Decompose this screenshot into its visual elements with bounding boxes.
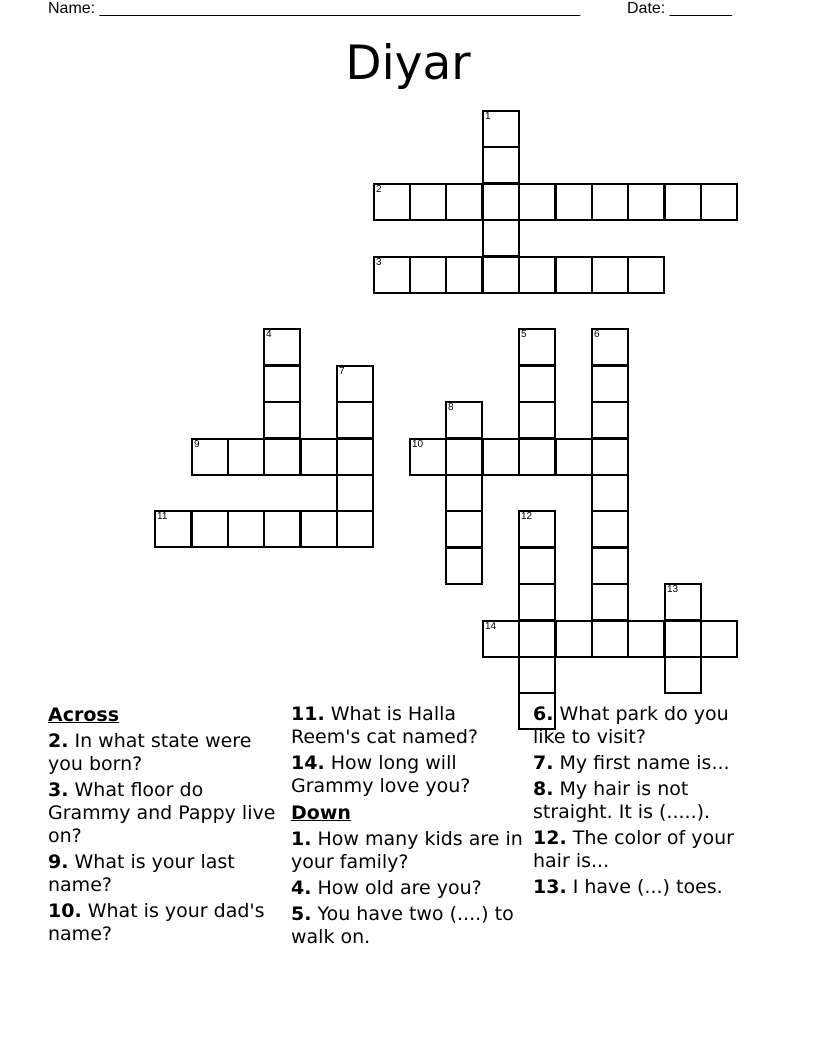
grid-cell[interactable] bbox=[518, 547, 556, 585]
clue-text: My first name is... bbox=[559, 752, 730, 774]
clue-number: 14. bbox=[291, 752, 325, 774]
clue-across-3 bbox=[48, 779, 280, 848]
clue-across-2 bbox=[48, 730, 280, 776]
grid-cell[interactable] bbox=[227, 510, 265, 548]
grid-cell[interactable] bbox=[154, 510, 192, 548]
grid-cell[interactable] bbox=[555, 256, 593, 294]
grid-cell[interactable] bbox=[445, 547, 483, 585]
grid-cell[interactable] bbox=[373, 256, 411, 294]
grid-cell[interactable] bbox=[263, 510, 301, 548]
clue-down-7 bbox=[533, 752, 765, 775]
grid-cell[interactable] bbox=[263, 438, 301, 476]
cell-number: 7 bbox=[339, 366, 345, 377]
clue-text: I have (...) toes. bbox=[572, 876, 723, 898]
grid-cell[interactable] bbox=[518, 510, 556, 548]
grid-cell[interactable] bbox=[591, 583, 629, 621]
name-field-label: Name: ______________________________________________________ bbox=[48, 0, 581, 17]
grid-cell[interactable] bbox=[445, 401, 483, 439]
grid-cell[interactable] bbox=[409, 256, 447, 294]
grid-cell[interactable] bbox=[664, 656, 702, 694]
clue-text: What is Halla Reem's cat named? bbox=[291, 703, 479, 748]
clue-number: 8. bbox=[533, 778, 554, 800]
down-heading: Down bbox=[291, 802, 351, 824]
grid-cell[interactable] bbox=[409, 438, 447, 476]
clue-across-9 bbox=[48, 851, 280, 897]
grid-cell[interactable] bbox=[482, 110, 520, 148]
clue-number: 7. bbox=[533, 752, 554, 774]
grid-cell[interactable] bbox=[409, 183, 447, 221]
grid-cell[interactable] bbox=[482, 256, 520, 294]
clue-across-10 bbox=[48, 900, 280, 946]
grid-cell[interactable] bbox=[518, 583, 556, 621]
cell-number: 12 bbox=[521, 511, 533, 522]
grid-cell[interactable] bbox=[627, 256, 665, 294]
clue-number: 9. bbox=[48, 851, 69, 873]
cell-number: 9 bbox=[194, 439, 200, 450]
grid-cell[interactable] bbox=[518, 401, 556, 439]
grid-cell[interactable] bbox=[591, 620, 629, 658]
clue-number: 1. bbox=[291, 828, 312, 850]
clue-down-5 bbox=[291, 903, 523, 949]
grid-cell[interactable] bbox=[263, 328, 301, 366]
grid-cell[interactable] bbox=[445, 510, 483, 548]
grid-cell[interactable] bbox=[191, 510, 229, 548]
date-field-label: Date: _______ bbox=[627, 0, 732, 17]
cell-number: 10 bbox=[412, 439, 424, 450]
grid-cell[interactable] bbox=[591, 365, 629, 403]
grid-cell[interactable] bbox=[518, 365, 556, 403]
grid-cell[interactable] bbox=[664, 583, 702, 621]
grid-cell[interactable] bbox=[591, 256, 629, 294]
grid-cell[interactable] bbox=[482, 438, 520, 476]
grid-cell[interactable] bbox=[555, 438, 593, 476]
clue-text: How many kids are in your family? bbox=[291, 828, 523, 873]
clue-text: How old are you? bbox=[317, 877, 482, 899]
clue-text: What is your last name? bbox=[48, 851, 235, 896]
grid-cell[interactable] bbox=[591, 401, 629, 439]
clue-number: 12. bbox=[533, 827, 567, 849]
clue-across-14 bbox=[291, 752, 523, 798]
grid-cell[interactable] bbox=[664, 620, 702, 658]
clue-down-1 bbox=[291, 828, 523, 874]
grid-cell[interactable] bbox=[445, 183, 483, 221]
grid-cell[interactable] bbox=[591, 510, 629, 548]
grid-cell[interactable] bbox=[191, 438, 229, 476]
grid-cell[interactable] bbox=[518, 656, 556, 694]
clue-text: You have two (....) to walk on. bbox=[291, 903, 514, 948]
grid-cell[interactable] bbox=[336, 438, 374, 476]
cell-number: 14 bbox=[485, 621, 497, 632]
clue-down-4 bbox=[291, 877, 523, 900]
grid-cell[interactable] bbox=[518, 620, 556, 658]
grid-cell[interactable] bbox=[700, 620, 738, 658]
clues-column-3 bbox=[533, 703, 765, 902]
grid-cell[interactable] bbox=[445, 438, 483, 476]
cell-number: 13 bbox=[667, 584, 679, 595]
cell-number: 11 bbox=[157, 511, 168, 522]
grid-cell[interactable] bbox=[336, 401, 374, 439]
grid-cell[interactable] bbox=[482, 620, 520, 658]
clue-text: The color of your hair is... bbox=[533, 827, 734, 872]
cell-number: 1 bbox=[485, 111, 491, 122]
grid-cell[interactable] bbox=[482, 183, 520, 221]
grid-cell[interactable] bbox=[445, 474, 483, 512]
clues-column-1 bbox=[48, 703, 280, 949]
clue-down-6 bbox=[533, 703, 765, 749]
clue-down-8 bbox=[533, 778, 765, 824]
clue-number: 13. bbox=[533, 876, 567, 898]
grid-cell[interactable] bbox=[591, 438, 629, 476]
grid-cell[interactable] bbox=[518, 256, 556, 294]
cell-number: 5 bbox=[521, 329, 527, 340]
grid-cell[interactable] bbox=[591, 328, 629, 366]
grid-cell[interactable] bbox=[555, 183, 593, 221]
grid-cell[interactable] bbox=[445, 256, 483, 294]
cell-number: 6 bbox=[594, 329, 600, 340]
cell-number: 8 bbox=[448, 402, 454, 413]
clue-number: 6. bbox=[533, 703, 554, 725]
clues-column-2 bbox=[291, 703, 523, 952]
grid-cell[interactable] bbox=[227, 438, 265, 476]
grid-cell[interactable] bbox=[518, 328, 556, 366]
grid-cell[interactable] bbox=[700, 183, 738, 221]
grid-cell[interactable] bbox=[591, 183, 629, 221]
clue-across-11 bbox=[291, 703, 523, 749]
grid-cell[interactable] bbox=[263, 401, 301, 439]
clue-number: 3. bbox=[48, 779, 69, 801]
cell-number: 2 bbox=[376, 184, 382, 195]
clue-text: My hair is not straight. It is (.....). bbox=[533, 778, 711, 823]
clue-text: In what state were you born? bbox=[48, 730, 252, 775]
grid-cell[interactable] bbox=[336, 365, 374, 403]
grid-cell[interactable] bbox=[591, 547, 629, 585]
grid-cell[interactable] bbox=[373, 183, 411, 221]
clue-number: 5. bbox=[291, 903, 312, 925]
clue-text: What floor do Grammy and Pappy live on? bbox=[48, 779, 276, 847]
grid-cell[interactable] bbox=[336, 510, 374, 548]
cell-number: 4 bbox=[266, 329, 272, 340]
clue-number: 4. bbox=[291, 877, 312, 899]
clue-number: 11. bbox=[291, 703, 325, 725]
grid-cell[interactable] bbox=[300, 510, 338, 548]
grid-cell[interactable] bbox=[664, 183, 702, 221]
grid-cell[interactable] bbox=[555, 620, 593, 658]
grid-cell[interactable] bbox=[627, 620, 665, 658]
clue-down-13 bbox=[533, 876, 765, 899]
clue-text: What park do you like to visit? bbox=[533, 703, 729, 748]
grid-cell[interactable] bbox=[627, 183, 665, 221]
across-heading: Across bbox=[48, 704, 120, 726]
clue-number: 10. bbox=[48, 900, 82, 922]
grid-cell[interactable] bbox=[518, 183, 556, 221]
clue-number: 2. bbox=[48, 730, 69, 752]
page-title: Diyar bbox=[345, 36, 471, 91]
clue-down-12 bbox=[533, 827, 765, 873]
clue-text: How long will Grammy love you? bbox=[291, 752, 471, 797]
grid-cell[interactable] bbox=[300, 438, 338, 476]
clue-text: What is your dad's name? bbox=[48, 900, 265, 945]
grid-cell[interactable] bbox=[482, 219, 520, 257]
grid-cell[interactable] bbox=[336, 474, 374, 512]
grid-cell[interactable] bbox=[482, 146, 520, 184]
cell-number: 3 bbox=[376, 257, 382, 268]
grid-cell[interactable] bbox=[591, 474, 629, 512]
grid-cell[interactable] bbox=[518, 438, 556, 476]
grid-cell[interactable] bbox=[263, 365, 301, 403]
